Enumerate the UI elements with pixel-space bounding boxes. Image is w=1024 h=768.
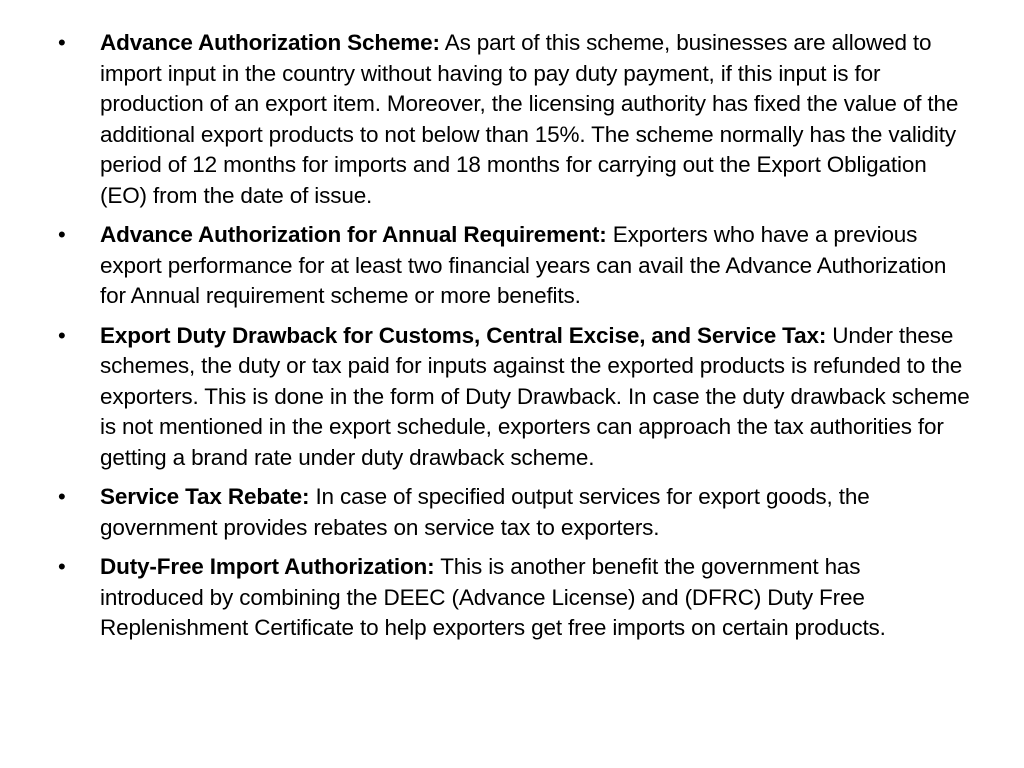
bullet-term: Duty-Free Import Authorization:: [100, 554, 435, 579]
bullet-term: Advance Authorization Scheme:: [100, 30, 440, 55]
bullet-text: As part of this scheme, businesses are allowed to import input in the country without having to pay duty payment, if this input is for production of an export item. Moreover, the licensing authority has fixed the value of the additional export products to not below than 15%. The scheme normally has the validity period of 12 months for imports and 18 months for carrying out the Export Obligation (EO) from the date of issue.: [100, 30, 959, 208]
bullet-term: Advance Authorization for Annual Requirement:: [100, 222, 607, 247]
bullet-item-service-tax-rebate: [58, 482, 970, 543]
bullet-list: [58, 28, 970, 653]
bullet-term: Service Tax Rebate:: [100, 484, 310, 509]
bullet-text: Exporters who have a previous export performance for at least two financial years can avail the Advance Authorization for Annual requirement scheme or more benefits.: [100, 222, 947, 308]
bullet-item-advance-authorization: [58, 28, 970, 211]
bullet-term: Export Duty Drawback for Customs, Central Excise, and Service Tax:: [100, 322, 827, 348]
bullet-text: Under these schemes, the duty or tax paid for inputs against the exported products is refunded to the exporters. This is done in the form of Duty Drawback. In case the duty drawback scheme is not mentioned in the export schedule, exporters can approach the tax authorities for getting a brand rate under duty drawback scheme.: [100, 322, 970, 470]
bullet-item-annual-requirement: [58, 220, 970, 312]
bullet-icon: •: [58, 484, 66, 509]
bullet-icon: •: [58, 222, 66, 247]
bullet-text: In case of specified output services for export goods, the government provides rebates on service tax to exporters.: [100, 484, 870, 540]
bullet-icon: •: [58, 30, 66, 55]
bullet-icon: •: [58, 322, 66, 348]
bullet-item-duty-drawback: [58, 321, 970, 474]
bullet-item-duty-free-import: [58, 552, 970, 644]
bullet-icon: •: [58, 554, 66, 579]
bullet-text: This is another benefit the government has introduced by combining the DEEC (Advance License) and (DFRC) Duty Free Replenishment Certificate to help exporters get free imports on certain products.: [100, 554, 886, 640]
